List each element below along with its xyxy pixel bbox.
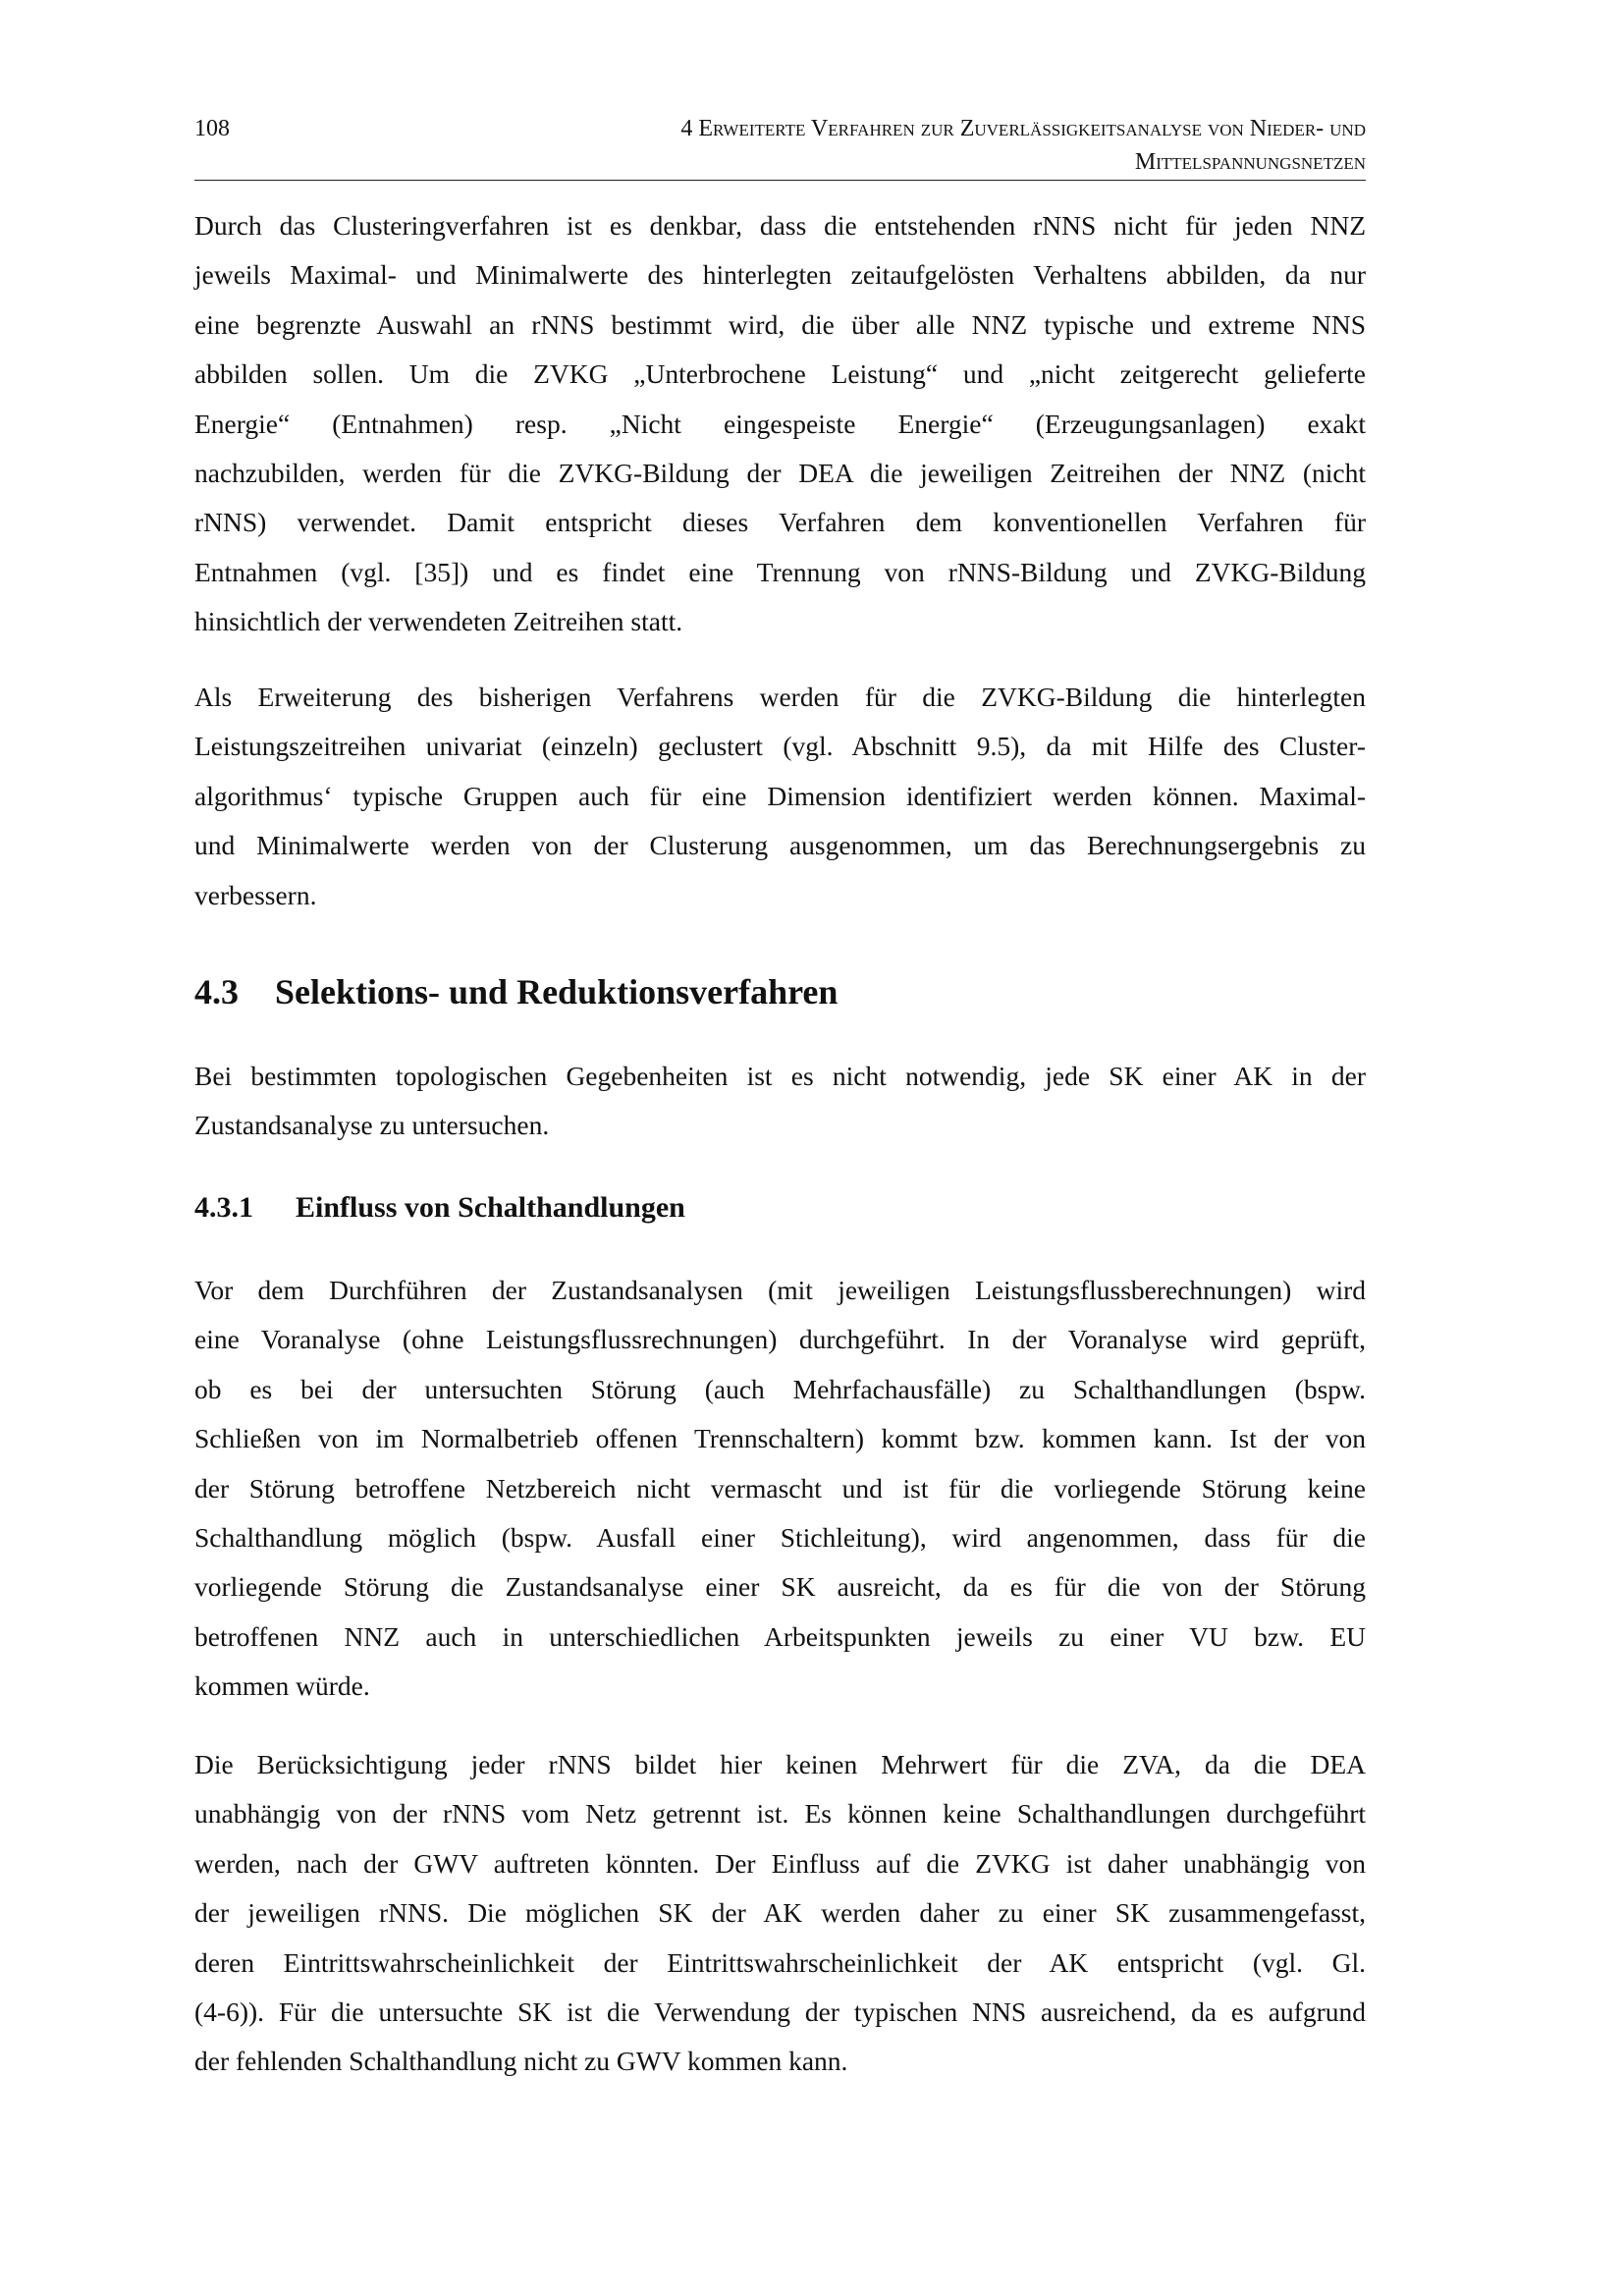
section-number: 4.3 — [194, 972, 239, 1011]
subsection-title: Einfluss von Schalthandlungen — [296, 1191, 685, 1224]
text-line: der jeweiligen rNNS. Die möglichen SK der AK werden daher zu einer SK zusammengefasst, — [194, 1897, 1366, 1929]
running-header — [194, 112, 1366, 179]
text-line: Bei bestimmten topologischen Gegebenheiten ist es nicht notwendig, jede SK einer AK in der — [194, 1061, 1366, 1091]
paragraph-5 — [194, 1740, 1366, 2087]
section-title: Selektions- und Reduktionsverfahren — [275, 972, 839, 1011]
text-line: Durch das Clusteringverfahren ist es denkbar, dass die entstehenden rNNS nicht für jeden NNZ — [194, 210, 1366, 241]
text-line: eine begrenzte Auswahl an rNNS bestimmt wird, die über alle NNZ typische und extreme NNS — [194, 308, 1366, 340]
text-line: der Störung betroffene Netzbereich nicht vermascht und ist für die vorliegende Störung keine — [194, 1472, 1366, 1503]
subsection-number: 4.3.1 — [194, 1191, 253, 1224]
text-line: Zustandsanalyse zu untersuchen. — [194, 1110, 550, 1141]
paragraph-3 — [194, 1052, 1366, 1151]
paragraph-2 — [194, 673, 1366, 920]
text-line: Energie“ (Entnahmen) resp. „Nicht eingespeiste Energie“ (Erzeugungsanlagen) exakt — [194, 408, 1366, 439]
text-line: betroffenen NNZ auch in unterschiedlichen Arbeitspunkten jeweils zu einer VU bzw. EU — [194, 1620, 1366, 1652]
header-rule — [194, 180, 1366, 181]
text-line: nachzubilden, werden für die ZVKG-Bildung der DEA die jeweiligen Zeitreihen der NNZ (nicht — [194, 458, 1366, 489]
text-line: Schließen von im Normalbetrieb offenen Trennschaltern) kommt bzw. kommen kann. Ist der von — [194, 1423, 1366, 1454]
text-line: Leistungszeitreihen univariat (einzeln) geclustert (vgl. Abschnitt 9.5), da mit Hilfe des Cluster- — [194, 731, 1366, 762]
text-line: Die Berücksichtigung jeder rNNS bildet hier keinen Mehrwert für die ZVA, da die DEA — [194, 1749, 1366, 1779]
text-line: ob es bei der untersuchten Störung (auch Mehrfachausfälle) zu Schalthandlungen (bspw. — [194, 1373, 1366, 1404]
text-line: verbessern. — [194, 879, 317, 910]
subsection-heading — [194, 1183, 685, 1232]
text-line: und Minimalwerte werden von der Clusterung ausgenommen, um das Berechnungsergebnis zu — [194, 830, 1366, 861]
text-line: jeweils Maximal- und Minimalwerte des hinterlegten zeitaufgelösten Verhaltens abbilden, da nur — [194, 259, 1366, 291]
text-line: der fehlenden Schalthandlung nicht zu GWV kommen kann. — [194, 2046, 848, 2077]
page-number: 108 — [194, 116, 230, 141]
text-line: algorithmus‘ typische Gruppen auch für eine Dimension identifiziert werden können. Maximal- — [194, 780, 1366, 811]
text-line: deren Eintrittswahrscheinlichkeit der Eintrittswahrscheinlichkeit der AK entspricht (vgl. Gl. — [194, 1946, 1366, 1978]
text-line: Als Erweiterung des bisherigen Verfahrens werden für die ZVKG-Bildung die hinterlegten — [194, 682, 1366, 712]
text-line: hinsichtlich der verwendeten Zeitreihen statt. — [194, 606, 683, 637]
text-line: eine Voranalyse (ohne Leistungsflussrechnungen) durchgeführt. In der Voranalyse wird geprüft, — [194, 1324, 1366, 1355]
text-line: abbilden sollen. Um die ZVKG „Unterbrochene Leistung“ und „nicht zeitgerecht gelieferte — [194, 358, 1366, 390]
paragraph-1 — [194, 201, 1366, 647]
paragraph-4 — [194, 1266, 1366, 1712]
text-line: Vor dem Durchführen der Zustandsanalysen (mit jeweiligen Leistungsflussberechnungen) wird — [194, 1275, 1366, 1305]
text-line: unabhängig von der rNNS vom Netz getrennt ist. Es können keine Schalthandlungen durchgeführt — [194, 1798, 1366, 1830]
section-heading — [194, 967, 838, 1016]
text-line: (4-6)). Für die untersuchte SK ist die Verwendung der typischen NNS ausreichend, da es aufgrund — [194, 1996, 1366, 2028]
header-title-line2: Mittelspannungsnetzen — [1134, 149, 1366, 175]
text-line: vorliegende Störung die Zustandsanalyse einer SK ausreicht, da es für die von der Störung — [194, 1571, 1366, 1603]
text-line: Entnahmen (vgl. [35]) und es findet eine Trennung von rNNS-Bildung und ZVKG-Bildung — [194, 556, 1366, 587]
text-line: werden, nach der GWV auftreten könnten. Der Einfluss auf die ZVKG ist daher unabhängig von — [194, 1847, 1366, 1879]
header-title-line1: 4 Erweiterte Verfahren zur Zuverlässigkeitsanalyse von Nieder- und — [680, 116, 1366, 141]
text-line: rNNS) verwendet. Damit entspricht dieses Verfahren dem konventionellen Verfahren für — [194, 507, 1366, 538]
text-line: kommen würde. — [194, 1670, 370, 1702]
text-line: Schalthandlung möglich (bspw. Ausfall einer Stichleitung), wird angenommen, dass für die — [194, 1522, 1366, 1554]
